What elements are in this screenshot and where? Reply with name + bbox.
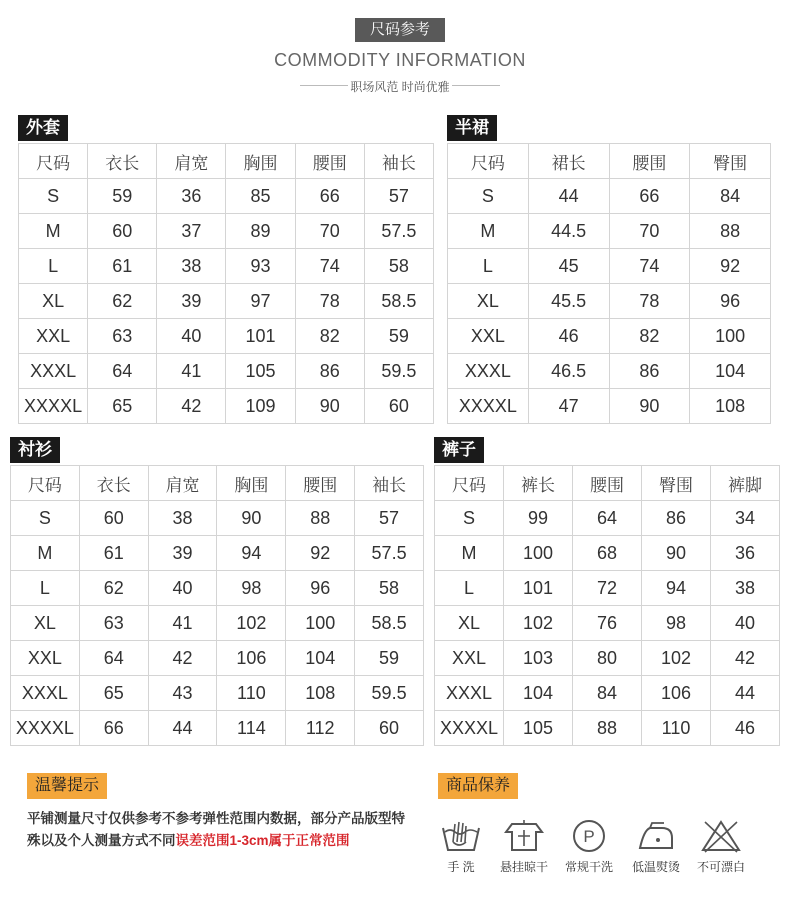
measurement-cell: 110 bbox=[217, 676, 286, 711]
table-row bbox=[11, 501, 424, 536]
measurement-cell: 64 bbox=[79, 641, 148, 676]
measurement-cell: 45 bbox=[528, 249, 609, 284]
table-header-row bbox=[19, 144, 434, 179]
table-row bbox=[435, 606, 780, 641]
measurement-cell: 105 bbox=[504, 711, 573, 746]
measurement-cell: 39 bbox=[148, 536, 217, 571]
measurement-cell: 92 bbox=[690, 249, 771, 284]
measurement-cell: 59 bbox=[88, 179, 157, 214]
pants-size-table bbox=[434, 465, 780, 746]
measurement-cell: 88 bbox=[690, 214, 771, 249]
column-header: 袖长 bbox=[355, 466, 424, 501]
measurement-cell: 102 bbox=[217, 606, 286, 641]
table-row bbox=[435, 571, 780, 606]
measurement-cell: 65 bbox=[88, 389, 157, 424]
table-row bbox=[448, 319, 771, 354]
measurement-cell: 46 bbox=[528, 319, 609, 354]
measurement-cell: 63 bbox=[88, 319, 157, 354]
measurement-cell: 61 bbox=[79, 536, 148, 571]
size-cell: XXL bbox=[448, 319, 529, 354]
measurement-cell: 66 bbox=[609, 179, 690, 214]
measurement-cell: 70 bbox=[609, 214, 690, 249]
measurement-cell: 114 bbox=[217, 711, 286, 746]
skirt-section-label: 半裙 bbox=[447, 115, 497, 141]
measurement-cell: 59 bbox=[355, 641, 424, 676]
measurement-cell: 74 bbox=[295, 249, 364, 284]
measurement-cell: 37 bbox=[157, 214, 226, 249]
measurement-cell: 110 bbox=[642, 711, 711, 746]
measurement-cell: 40 bbox=[157, 319, 226, 354]
measurement-cell: 59 bbox=[364, 319, 433, 354]
measurement-cell: 106 bbox=[217, 641, 286, 676]
measurement-cell: 108 bbox=[286, 676, 355, 711]
size-cell: XL bbox=[435, 606, 504, 641]
measurement-cell: 76 bbox=[573, 606, 642, 641]
measurement-cell: 44 bbox=[148, 711, 217, 746]
measurement-cell: 101 bbox=[504, 571, 573, 606]
measurement-cell: 90 bbox=[217, 501, 286, 536]
measurement-cell: 89 bbox=[226, 214, 295, 249]
skirt-size-table bbox=[447, 143, 771, 424]
care-item-label: 不可漂白 bbox=[696, 860, 745, 874]
measurement-cell: 44 bbox=[528, 179, 609, 214]
measurement-cell: 70 bbox=[295, 214, 364, 249]
measurement-cell: 78 bbox=[295, 284, 364, 319]
table-row bbox=[435, 501, 780, 536]
table-row bbox=[11, 571, 424, 606]
table-row bbox=[19, 284, 434, 319]
measurement-cell: 45.5 bbox=[528, 284, 609, 319]
size-cell: M bbox=[11, 536, 80, 571]
column-header: 胸围 bbox=[226, 144, 295, 179]
header-title-en: COMMODITY INFORMATION bbox=[274, 50, 526, 70]
table-header-row bbox=[11, 466, 424, 501]
hang-dry-icon bbox=[502, 818, 546, 854]
size-cell: XXXL bbox=[448, 354, 529, 389]
measurement-cell: 64 bbox=[88, 354, 157, 389]
measurement-cell: 98 bbox=[217, 571, 286, 606]
measurement-cell: 105 bbox=[226, 354, 295, 389]
size-cell: L bbox=[19, 249, 88, 284]
table-row bbox=[448, 389, 771, 424]
pants-section-label: 裤子 bbox=[434, 437, 484, 463]
measurement-cell: 96 bbox=[286, 571, 355, 606]
measurement-cell: 80 bbox=[573, 641, 642, 676]
size-cell: M bbox=[19, 214, 88, 249]
size-cell: XXL bbox=[19, 319, 88, 354]
column-header: 裤脚 bbox=[711, 466, 780, 501]
size-cell: XXXXL bbox=[11, 711, 80, 746]
header-subtitle: 职场风范 时尚优雅 bbox=[350, 80, 450, 94]
measurement-cell: 99 bbox=[504, 501, 573, 536]
measurement-cell: 90 bbox=[609, 389, 690, 424]
table-row bbox=[435, 641, 780, 676]
measurement-cell: 66 bbox=[79, 711, 148, 746]
measurement-cell: 104 bbox=[504, 676, 573, 711]
size-cell: XXXXL bbox=[435, 711, 504, 746]
care-item-no-bleach bbox=[690, 818, 752, 875]
measurement-cell: 44 bbox=[711, 676, 780, 711]
table-row bbox=[19, 179, 434, 214]
table-row bbox=[11, 676, 424, 711]
measurement-cell: 100 bbox=[286, 606, 355, 641]
measurement-cell: 74 bbox=[609, 249, 690, 284]
column-header: 胸围 bbox=[217, 466, 286, 501]
table-row bbox=[11, 711, 424, 746]
care-item-label: 常规干洗 bbox=[564, 860, 613, 874]
measurement-cell: 40 bbox=[711, 606, 780, 641]
jacket-section-label: 外套 bbox=[18, 115, 68, 141]
measurement-cell: 98 bbox=[642, 606, 711, 641]
table-row bbox=[19, 389, 434, 424]
column-header: 腰围 bbox=[573, 466, 642, 501]
size-cell: L bbox=[435, 571, 504, 606]
care-item-label: 低温熨烫 bbox=[631, 860, 680, 874]
measurement-cell: 58.5 bbox=[355, 606, 424, 641]
table-row bbox=[435, 536, 780, 571]
measurement-cell: 61 bbox=[88, 249, 157, 284]
size-cell: L bbox=[448, 249, 529, 284]
measurement-cell: 59.5 bbox=[364, 354, 433, 389]
table-row bbox=[19, 319, 434, 354]
measurement-cell: 90 bbox=[295, 389, 364, 424]
measurement-cell: 46.5 bbox=[528, 354, 609, 389]
table-row bbox=[11, 641, 424, 676]
size-cell: S bbox=[11, 501, 80, 536]
column-header: 腰围 bbox=[286, 466, 355, 501]
measurement-cell: 65 bbox=[79, 676, 148, 711]
measurement-cell: 103 bbox=[504, 641, 573, 676]
column-header: 腰围 bbox=[295, 144, 364, 179]
care-label: 商品保养 bbox=[438, 773, 518, 799]
size-cell: S bbox=[448, 179, 529, 214]
measurement-cell: 72 bbox=[573, 571, 642, 606]
measurement-cell: 90 bbox=[642, 536, 711, 571]
column-header: 裤长 bbox=[504, 466, 573, 501]
measurement-cell: 102 bbox=[504, 606, 573, 641]
measurement-cell: 42 bbox=[157, 389, 226, 424]
measurement-cell: 64 bbox=[573, 501, 642, 536]
column-header: 腰围 bbox=[609, 144, 690, 179]
column-header: 衣长 bbox=[88, 144, 157, 179]
care-item-label: 手 洗 bbox=[447, 860, 475, 874]
size-cell: XXL bbox=[11, 641, 80, 676]
measurement-cell: 44.5 bbox=[528, 214, 609, 249]
measurement-cell: 57.5 bbox=[364, 214, 433, 249]
measurement-cell: 63 bbox=[79, 606, 148, 641]
measurement-cell: 82 bbox=[609, 319, 690, 354]
measurement-cell: 88 bbox=[286, 501, 355, 536]
measurement-cell: 100 bbox=[504, 536, 573, 571]
measurement-cell: 94 bbox=[217, 536, 286, 571]
table-row bbox=[448, 284, 771, 319]
column-header: 袖长 bbox=[364, 144, 433, 179]
measurement-cell: 40 bbox=[148, 571, 217, 606]
size-cell: XXXXL bbox=[448, 389, 529, 424]
table-row bbox=[435, 711, 780, 746]
tips-label: 温馨提示 bbox=[27, 773, 107, 799]
table-row bbox=[448, 354, 771, 389]
table-row bbox=[11, 536, 424, 571]
size-cell: XXXXL bbox=[19, 389, 88, 424]
svg-text:P: P bbox=[583, 827, 595, 846]
measurement-cell: 36 bbox=[157, 179, 226, 214]
table-row bbox=[19, 214, 434, 249]
column-header: 肩宽 bbox=[157, 144, 226, 179]
column-header: 臀围 bbox=[690, 144, 771, 179]
hand-wash-icon bbox=[439, 818, 483, 854]
measurement-cell: 38 bbox=[148, 501, 217, 536]
measurement-cell: 102 bbox=[642, 641, 711, 676]
header-badge: 尺码参考 bbox=[355, 18, 445, 42]
size-cell: XL bbox=[11, 606, 80, 641]
measurement-cell: 60 bbox=[79, 501, 148, 536]
measurement-cell: 92 bbox=[286, 536, 355, 571]
column-header: 肩宽 bbox=[148, 466, 217, 501]
measurement-cell: 85 bbox=[226, 179, 295, 214]
measurement-cell: 96 bbox=[690, 284, 771, 319]
care-item-hand-wash bbox=[430, 818, 492, 875]
measurement-cell: 57.5 bbox=[355, 536, 424, 571]
measurement-cell: 38 bbox=[157, 249, 226, 284]
care-item-dry-clean bbox=[558, 818, 620, 875]
measurement-cell: 112 bbox=[286, 711, 355, 746]
measurement-cell: 38 bbox=[711, 571, 780, 606]
measurement-cell: 59.5 bbox=[355, 676, 424, 711]
measurement-cell: 100 bbox=[690, 319, 771, 354]
size-cell: M bbox=[448, 214, 529, 249]
shirt-size-table bbox=[10, 465, 424, 746]
column-header: 尺码 bbox=[448, 144, 529, 179]
measurement-cell: 106 bbox=[642, 676, 711, 711]
table-row bbox=[435, 676, 780, 711]
measurement-cell: 101 bbox=[226, 319, 295, 354]
measurement-cell: 66 bbox=[295, 179, 364, 214]
column-header: 裙长 bbox=[528, 144, 609, 179]
tips-text-main: 平铺测量尺寸仅供参考不参考弹性范围内数据，部分产品版型特殊以及个人测量方式不同 bbox=[27, 811, 405, 848]
measurement-cell: 60 bbox=[364, 389, 433, 424]
measurement-cell: 60 bbox=[355, 711, 424, 746]
table-header-row bbox=[435, 466, 780, 501]
measurement-cell: 93 bbox=[226, 249, 295, 284]
size-cell: XXXL bbox=[19, 354, 88, 389]
care-item-label: 悬挂晾干 bbox=[499, 860, 548, 874]
measurement-cell: 97 bbox=[226, 284, 295, 319]
jacket-size-table bbox=[18, 143, 434, 424]
column-header: 尺码 bbox=[435, 466, 504, 501]
measurement-cell: 84 bbox=[690, 179, 771, 214]
size-cell: XXL bbox=[435, 641, 504, 676]
low-iron-icon bbox=[634, 818, 678, 854]
measurement-cell: 62 bbox=[79, 571, 148, 606]
measurement-cell: 58 bbox=[364, 249, 433, 284]
tips-text-highlight: 误差范围1-3cm属于正常范围 bbox=[175, 833, 350, 848]
table-row bbox=[448, 214, 771, 249]
measurement-cell: 78 bbox=[609, 284, 690, 319]
size-cell: L bbox=[11, 571, 80, 606]
column-header: 衣长 bbox=[79, 466, 148, 501]
size-cell: M bbox=[435, 536, 504, 571]
size-cell: XL bbox=[19, 284, 88, 319]
measurement-cell: 46 bbox=[711, 711, 780, 746]
measurement-cell: 86 bbox=[642, 501, 711, 536]
measurement-cell: 41 bbox=[157, 354, 226, 389]
size-cell: XXXL bbox=[11, 676, 80, 711]
measurement-cell: 104 bbox=[286, 641, 355, 676]
table-row bbox=[11, 606, 424, 641]
no-bleach-icon bbox=[699, 818, 743, 854]
measurement-cell: 60 bbox=[88, 214, 157, 249]
column-header: 尺码 bbox=[19, 144, 88, 179]
measurement-cell: 41 bbox=[148, 606, 217, 641]
table-row bbox=[19, 354, 434, 389]
size-cell: S bbox=[19, 179, 88, 214]
measurement-cell: 36 bbox=[711, 536, 780, 571]
measurement-cell: 57 bbox=[364, 179, 433, 214]
size-cell: S bbox=[435, 501, 504, 536]
measurement-cell: 108 bbox=[690, 389, 771, 424]
header-divider-right bbox=[452, 85, 500, 86]
measurement-cell: 104 bbox=[690, 354, 771, 389]
table-row bbox=[448, 249, 771, 284]
measurement-cell: 39 bbox=[157, 284, 226, 319]
measurement-cell: 62 bbox=[88, 284, 157, 319]
shirt-section-label: 衬衫 bbox=[10, 437, 60, 463]
measurement-cell: 88 bbox=[573, 711, 642, 746]
measurement-cell: 109 bbox=[226, 389, 295, 424]
table-row bbox=[19, 249, 434, 284]
care-item-low-iron bbox=[625, 818, 687, 875]
measurement-cell: 84 bbox=[573, 676, 642, 711]
measurement-cell: 58.5 bbox=[364, 284, 433, 319]
measurement-cell: 86 bbox=[609, 354, 690, 389]
column-header: 尺码 bbox=[11, 466, 80, 501]
care-item-hang-dry bbox=[493, 818, 555, 875]
measurement-cell: 47 bbox=[528, 389, 609, 424]
measurement-cell: 42 bbox=[711, 641, 780, 676]
size-cell: XXXL bbox=[435, 676, 504, 711]
measurement-cell: 57 bbox=[355, 501, 424, 536]
tips-text bbox=[27, 808, 417, 852]
measurement-cell: 68 bbox=[573, 536, 642, 571]
dry-clean-icon bbox=[567, 818, 611, 854]
column-header: 臀围 bbox=[642, 466, 711, 501]
measurement-cell: 34 bbox=[711, 501, 780, 536]
measurement-cell: 42 bbox=[148, 641, 217, 676]
measurement-cell: 86 bbox=[295, 354, 364, 389]
measurement-cell: 43 bbox=[148, 676, 217, 711]
size-cell: XL bbox=[448, 284, 529, 319]
measurement-cell: 58 bbox=[355, 571, 424, 606]
measurement-cell: 94 bbox=[642, 571, 711, 606]
table-row bbox=[448, 179, 771, 214]
table-header-row bbox=[448, 144, 771, 179]
measurement-cell: 82 bbox=[295, 319, 364, 354]
